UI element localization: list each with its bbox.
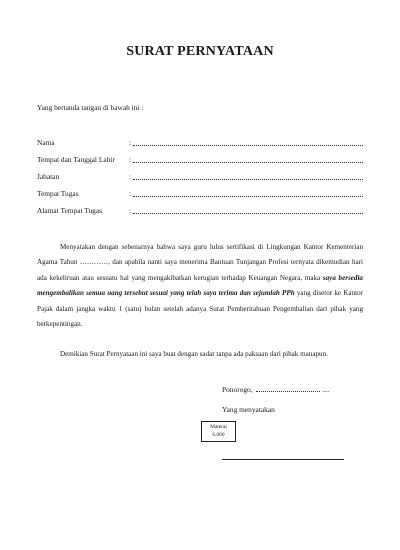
signature-line [222, 459, 344, 460]
field-row-workplace-address [37, 207, 363, 215]
statement-text-part2: yang disetor ke Kantor Pajak dalam jangka waktu 1 (satu) bulan setelah adanya Surat Pemberitahuan Pengembalian dari pihak yang berkepentingan. [37, 289, 363, 329]
place-name: Ponorogo, [222, 385, 253, 394]
field-colon: : [129, 172, 132, 181]
field-label-name: Nama [37, 138, 55, 147]
field-blank-line [133, 179, 363, 180]
closing-statement: Demikian Surat Pernyataan ini saya buat dengan sadar tanpa ada paksaan dari pihak manapun. [60, 350, 328, 358]
document-title: SURAT PERNYATAAN [126, 44, 274, 59]
stamp-label: Materai [210, 424, 227, 430]
statement-paragraph [37, 240, 363, 332]
date-blank-line [256, 391, 320, 392]
field-blank-line [133, 162, 363, 163]
field-colon: : [129, 189, 132, 198]
field-blank-line [133, 213, 363, 214]
stamp-box [201, 421, 236, 442]
field-label-position: Jabatan [37, 172, 60, 181]
field-row-name [37, 139, 363, 147]
field-colon: : [129, 155, 132, 164]
field-row-workplace [37, 190, 363, 198]
field-row-position [37, 173, 363, 181]
field-colon: : [129, 206, 132, 215]
statement-text-part1: Menyatakan dengan sebenarnya bahwa saya guru lulus sertifikasi di Lingkungan Kantor Kementerian Agama Tahun …………, dan apabila nanti saya menerima Bantuan Tunjangan Profesi ternyata dikemudian hari ada kekeliruan atau sesuatu hal yang mengakibatkan kerugian terhadap Keuangan Negara, maka [37, 243, 363, 282]
intro-text: Yang bertanda tangan di bawah ini : [37, 103, 144, 112]
field-label-birth: Tempat dan Tanggal Lahir [37, 155, 115, 164]
identity-fields [37, 139, 363, 215]
date-suffix: .... [322, 385, 330, 394]
field-blank-line [133, 196, 363, 197]
stamp-value: 6.000 [212, 432, 225, 438]
statement-emphasis: saya bersedia mengembalikan semua uang tersebut sesuai yang telah saya terima dan sejumlah PPh [37, 273, 363, 298]
field-colon: : [129, 138, 132, 147]
field-label-workplace: Tempat Tugas [37, 189, 79, 198]
field-row-birth [37, 156, 363, 164]
field-label-workplace-address: Alamat Tempat Tugas [37, 206, 103, 215]
declarant-label: Yang menyatakan [222, 405, 275, 414]
place-date [222, 385, 330, 394]
field-blank-line [133, 145, 363, 146]
